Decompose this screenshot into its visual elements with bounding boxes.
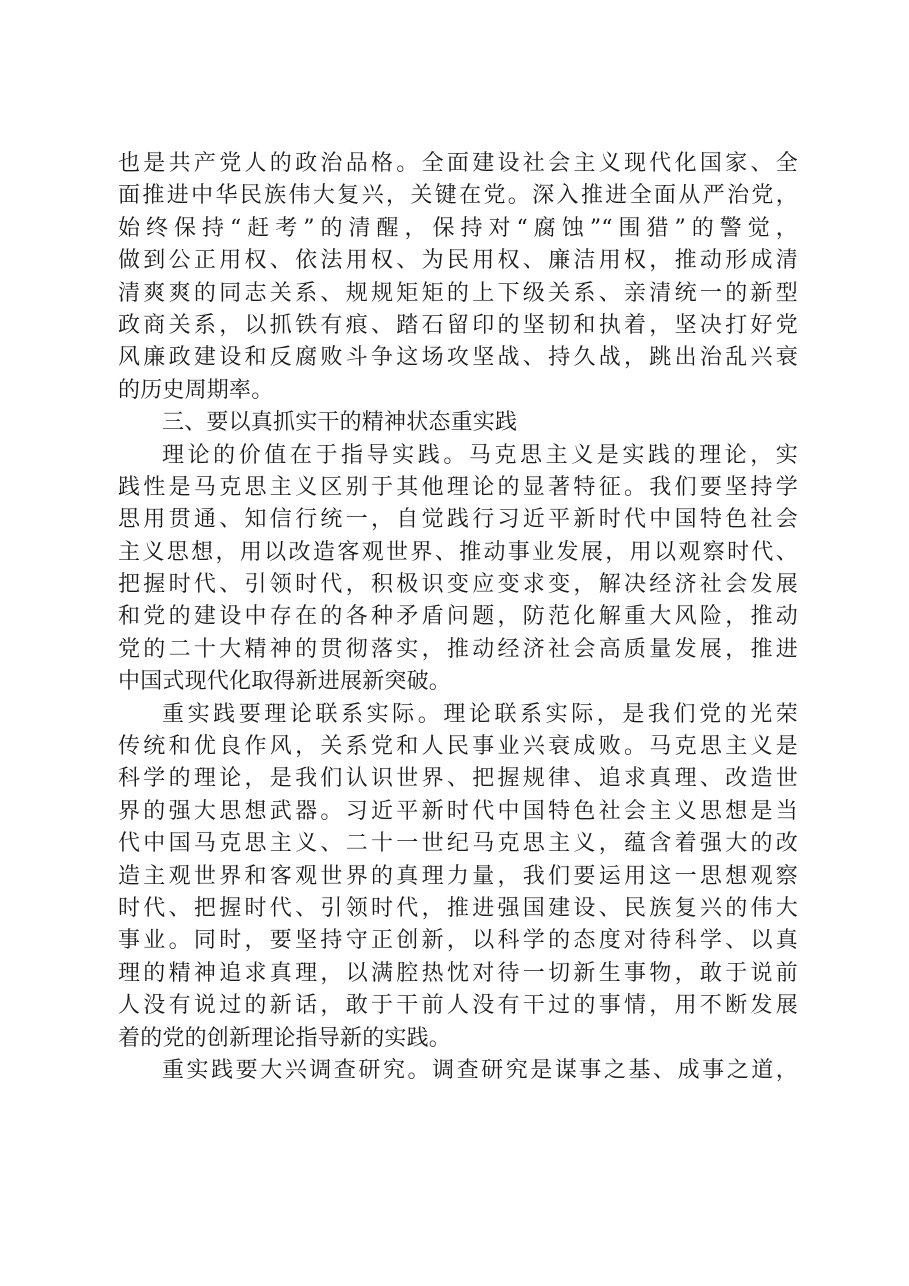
section-heading: 三、要以真抓实干的精神状态重实践 — [162, 410, 518, 436]
document-body — [118, 148, 798, 1087]
text-line: 的历史周期率。 — [118, 377, 274, 403]
section-heading-three — [118, 407, 798, 439]
text-line: 践性是马克思主义区别于其他理论的显著特征。我们要坚持学 — [118, 474, 798, 500]
text-line: 代中国马克思主义、二十一世纪马克思主义，蕴含着强大的改 — [118, 831, 798, 857]
text-line: 科学的理论，是我们认识世界、把握规律、追求真理、改造世 — [118, 766, 798, 792]
text-line: 理论的价值在于指导实践。马克思主义是实践的理论，实 — [162, 442, 798, 468]
text-line: 重实践要大兴调查研究。调查研究是谋事之基、成事之道， — [162, 1057, 798, 1083]
text-line: 政商关系，以抓铁有痕、踏石留印的坚韧和执着，坚决打好党 — [118, 312, 798, 338]
text-line: 传统和优良作风，关系党和人民事业兴衰成败。马克思主义是 — [118, 734, 798, 760]
text-line: 党的二十大精神的贯彻落实，推动经济社会高质量发展，推进 — [118, 636, 798, 662]
text-line: 始终保持“赶考”的清醒，保持对“腐蚀”“围猎”的警觉， — [118, 215, 798, 241]
paragraph-investigation — [118, 1055, 798, 1087]
text-line: 造主观世界和客观世界的真理力量，我们要运用这一思想观察 — [118, 863, 798, 889]
text-line: 面推进中华民族伟大复兴，关键在党。深入推进全面从严治党， — [118, 183, 798, 209]
text-line: 也是共产党人的政治品格。全面建设社会主义现代化国家、全 — [118, 151, 798, 176]
text-line: 风廉政建设和反腐败斗争这场攻坚战、持久战，跳出治乱兴衰 — [118, 345, 798, 371]
text-line: 思用贯通、知信行统一，自觉践行习近平新时代中国特色社会 — [118, 507, 798, 533]
text-line: 做到公正用权、依法用权、为民用权、廉洁用权，推动形成清 — [118, 248, 798, 274]
paragraph-theory-reality — [118, 699, 798, 1055]
text-line: 事业。同时，要坚持守正创新，以科学的态度对待科学、以真 — [118, 928, 798, 954]
text-line: 时代、把握时代、引领时代，推进强国建设、民族复兴的伟大 — [118, 895, 798, 921]
text-line: 和党的建设中存在的各种矛盾问题，防范化解重大风险，推动 — [118, 604, 798, 630]
text-line: 中国式现代化取得新进展新突破。 — [118, 669, 452, 695]
text-line: 把握时代、引领时代，积极识变应变求变，解决经济社会发展 — [118, 572, 798, 598]
text-line: 理的精神追求真理，以满腔热忱对待一切新生事物，敢于说前 — [118, 960, 798, 986]
paragraph-integrity — [118, 148, 798, 407]
text-line: 界的强大思想武器。习近平新时代中国特色社会主义思想是当 — [118, 798, 798, 824]
paragraph-theory-practice — [118, 440, 798, 699]
text-line: 重实践要理论联系实际。理论联系实际，是我们党的光荣 — [162, 701, 798, 727]
text-line: 人没有说过的新话，敢于干前人没有干过的事情，用不断发展 — [118, 993, 798, 1019]
text-line: 清爽爽的同志关系、规规矩矩的上下级关系、亲清统一的新型 — [118, 280, 798, 306]
text-line: 着的党的创新理论指导新的实践。 — [118, 1025, 452, 1051]
text-line: 主义思想，用以改造客观世界、推动事业发展，用以观察时代、 — [118, 539, 798, 565]
